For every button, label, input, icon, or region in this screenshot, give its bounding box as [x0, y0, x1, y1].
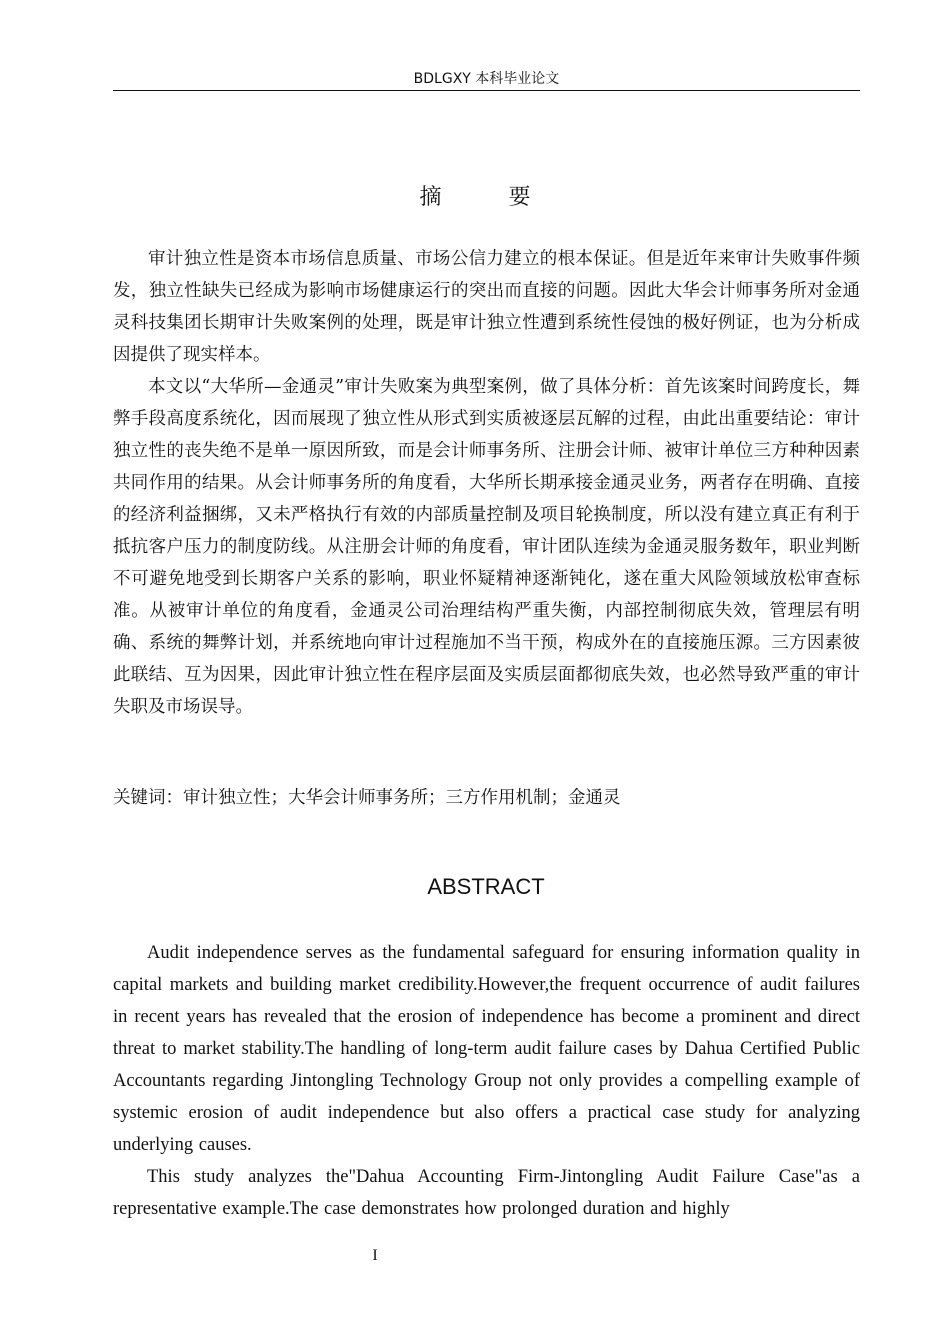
page-number: I	[372, 1247, 378, 1264]
keywords-text: 审计独立性；大华会计师事务所；三方作用机制；金通灵	[183, 788, 621, 808]
abstract-cn-paragraph-2: 本文以“大华所—金通灵”审计失败案为典型案例，做了具体分析：首先该案时间跨度长，舞弊手段高度系统化，因而展现了独立性从形式到实质被逐层瓦解的过程，由此出重要结论：审计独立性的丧失绝不是单一原因所致，而是会计师事务所、注册会计师、被审计单位三方种种因素共同作用的结果。从会计师事务所的角度看，大华所长期承接金通灵业务，两者存在明确、直接的经济利益捆绑，又未严格执行有效的内部质量控制及项目轮换制度，所以没有建立真正有利于抵抗客户压力的制度防线。从注册会计师的角度看，审计团队连续为金通灵服务数年，职业判断不可避免地受到长期客户关系的影响，职业怀疑精神逐渐钝化，遂在重大风险领域放松审查标准。从被审计单位的角度看，金通灵公司治理结构严重失衡，内部控制彻底失效，管理层有明确、系统的舞弊计划，并系统地向审计过程施加不当干预，构成外在的直接施压源。三方因素彼此联结、互为因果，因此审计独立性在程序层面及实质层面都彻底失效，也必然导致严重的审计失职及市场误导。	[113, 377, 860, 717]
keywords-line	[113, 782, 860, 814]
abstract-en-body	[113, 937, 860, 1225]
abstract-cn-paragraph-1: 审计独立性是资本市场信息质量、市场公信力建立的根本保证。但是近年来审计失败事件频发，独立性缺失已经成为影响市场健康运行的突出而直接的问题。因此大华会计师事务所对金通灵科技集团长期审计失败案例的处理，既是审计独立性遭到系统性侵蚀的极好例证，也为分析成因提供了现实样本。	[113, 249, 860, 365]
keywords-label: 关键词：	[113, 788, 183, 808]
abstract-en-paragraph-2: This study analyzes the"Dahua Accounting Firm-Jintongling Audit Failure Case"as a representative example.The case demonstrates how prolonged duration and highly	[113, 1167, 860, 1219]
abstract-cn-body	[113, 243, 860, 723]
page-header: BDLGXY 本科毕业论文	[113, 68, 860, 91]
abstract-en-title: ABSTRACT	[427, 874, 545, 899]
abstract-en-paragraph-1: Audit independence serves as the fundamental safeguard for ensuring information quality in capital markets and building market credibility.However,the frequent occurrence of audit failures in recent years has revealed that the erosion of independence has become a prominent and direct threat to market stability.The handling of long-term audit failure cases by Dahua Certified Public Accountants regarding Jintongling Technology Group not only provides a compelling example of systemic erosion of audit independence but also offers a practical case study for analyzing underlying causes.	[113, 943, 860, 1155]
abstract-cn-title: 摘 要	[419, 185, 561, 210]
